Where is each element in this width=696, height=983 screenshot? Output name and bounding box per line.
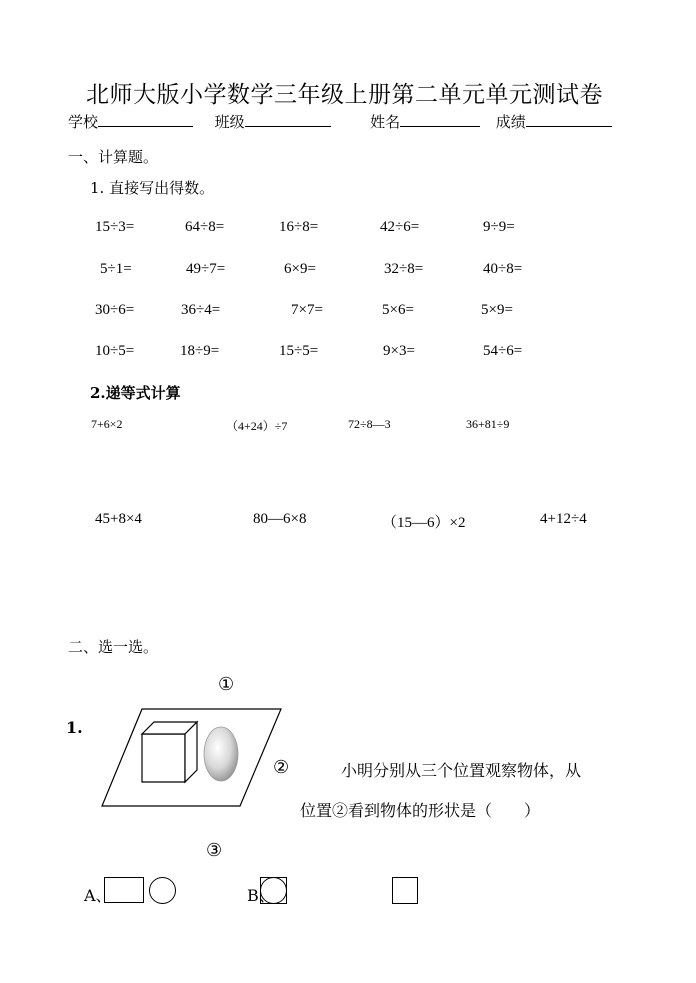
section-2-heading: 二、选一选。 [68, 638, 159, 656]
question-number: 1. [66, 718, 83, 737]
question-text-line-2: 位置②看到物体的形状是（ ） [300, 801, 541, 820]
step-calc-item: 36+81÷9 [466, 417, 510, 431]
school-label: 学校 [68, 113, 99, 131]
page-title: 北师大版小学数学三年级上册第二单元单元测试卷 [86, 82, 603, 108]
calc-item: 15÷3= [95, 219, 135, 235]
egg-shape [204, 727, 238, 781]
calc-item: 18÷9= [180, 343, 220, 359]
calc-item: 5×9= [481, 302, 513, 318]
calc-item: 49÷7= [186, 261, 226, 277]
position-marker-3: ③ [206, 840, 223, 861]
calc-item: 54÷6= [483, 343, 523, 359]
cube-shape [142, 722, 197, 782]
option-a-circle[interactable] [149, 877, 176, 904]
calc-item: 30÷6= [95, 302, 135, 318]
calc-item: 10÷5= [95, 343, 135, 359]
score-field[interactable] [526, 112, 612, 127]
position-marker-1: ① [218, 674, 235, 695]
calc-item: 9÷9= [483, 219, 515, 235]
subsection-1-heading: 1. 直接写出得数。 [90, 179, 215, 197]
calc-item: 42÷6= [380, 219, 420, 235]
info-line [68, 111, 612, 132]
subsection-2-heading: 2.递等式计算 [90, 384, 181, 402]
step-calc-item: 7+6×2 [91, 417, 123, 431]
calc-item: 9×3= [383, 343, 415, 359]
option-a-rectangle[interactable] [104, 877, 144, 903]
option-b-label: B、 [247, 886, 275, 905]
calc-item: 15÷5= [279, 343, 319, 359]
option-c-square[interactable] [392, 877, 418, 904]
calc-item: 64÷8= [185, 219, 225, 235]
calc-item: 6×9= [284, 261, 316, 277]
step-calc-item: （4+24）÷7 [226, 419, 288, 433]
calc-item: 36÷4= [181, 302, 221, 318]
name-label: 姓名 [370, 113, 401, 131]
step-calc-item: 4+12÷4 [540, 511, 587, 527]
calc-item: 16÷8= [279, 219, 319, 235]
school-field[interactable] [98, 112, 193, 127]
calc-item: 5÷1= [100, 261, 132, 277]
step-calc-item: 80—6×8 [253, 511, 307, 527]
question-text-line-1: 小明分别从三个位置观察物体，从 [341, 761, 582, 780]
step-calc-item: 72÷8—3 [348, 417, 391, 431]
score-label: 成绩 [495, 113, 526, 131]
step-calc-item: 45+8×4 [95, 511, 142, 527]
class-label: 班级 [214, 113, 245, 131]
option-a-label: A、 [84, 886, 112, 905]
calc-item: 5×6= [382, 302, 414, 318]
option-b-circle [260, 877, 287, 904]
step-calc-item: （15—6）×2 [382, 515, 466, 531]
calc-item: 40÷8= [483, 261, 523, 277]
calc-item: 32÷8= [384, 261, 424, 277]
calc-item: 7×7= [291, 302, 323, 318]
position-marker-2: ② [273, 757, 290, 778]
class-field[interactable] [245, 112, 331, 127]
section-1-heading: 一、计算题。 [68, 148, 159, 166]
observation-figure [100, 706, 284, 808]
name-field[interactable] [400, 112, 480, 127]
